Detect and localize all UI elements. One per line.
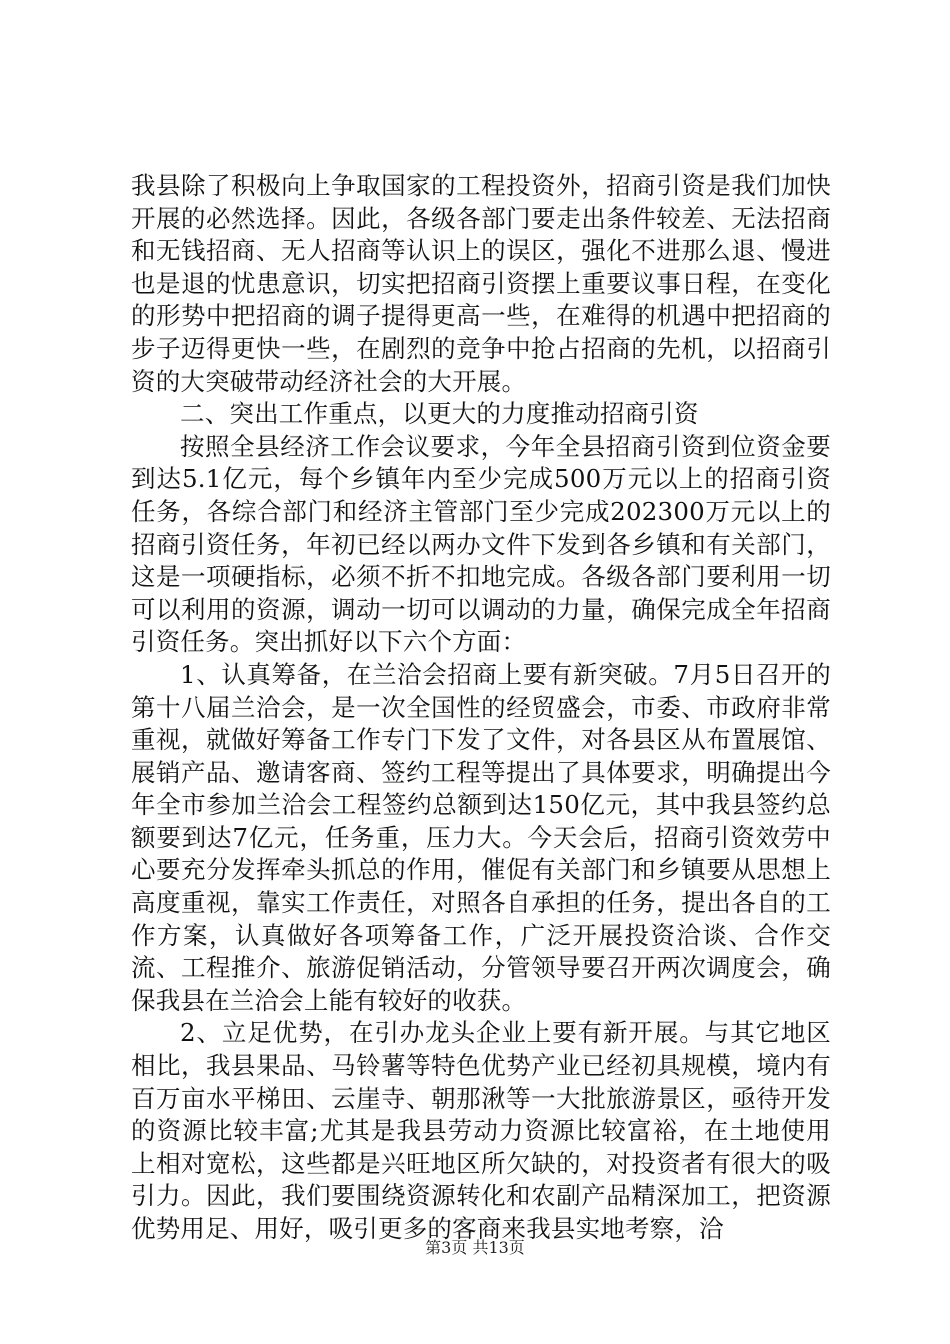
paragraph-targets: 按照全县经济工作会议要求，今年全县招商引资到位资金要到达5.1亿元，每个乡镇年内至少完成500万元以上的招商引资任务，各综合部门和经济主管部门至少完成202300万元以上的招商引资任务，年初已经以两办文件下发到各乡镇和有关部门，这是一项硬指标，必须不折不扣地完成。各级各部门要利用一切可以利用的资源，调动一切可以调动的力量，确保完成全年招商引资任务。突出抓好以下六个方面： (131, 431, 831, 657)
paragraph-intro: 我县除了积极向上争取国家的工程投资外，招商引资是我们加快开展的必然选择。因此，各级各部门要走出条件较差、无法招商和无钱招商、无人招商等认识上的误区，强化不进那么退、慢进也是退的忧患意识，切实把招商引资摆上重要议事日程，在变化的形势中把招商的调子提得更高一些，在难得的机遇中把招商的步子迈得更快一些，在剧烈的竞争中抢占招商的先机，以招商引资的大突破带动经济社会的大开展。 (131, 171, 831, 396)
paragraph-item-2: 2、立足优势，在引办龙头企业上要有新开展。与其它地区相比，我县果品、马铃薯等特色优势产业已经初具规模，境内有百万亩水平梯田、云崖寺、朝那湫等一大批旅游景区，亟待开发的资源比较丰富;尤其是我县劳动力资源比较富裕，在土地使用上相对宽松，这些都是兴旺地区所欠缺的，对投资者有很大的吸引力。因此，我们要围绕资源转化和农副产品精深加工，把资源优势用足、用好，吸引更多的客商来我县实地考察，洽 (131, 1018, 831, 1243)
paragraph-item-1: 1、认真筹备，在兰洽会招商上要有新突破。7月5日召开的第十八届兰洽会，是一次全国性的经贸盛会，市委、市政府非常重视，就做好筹备工作专门下发了文件，对各县区从布置展馆、展销产品、邀请客商、签约工程等提出了具体要求，明确提出今年全市参加兰洽会工程签约总额到达150亿元，其中我县签约总额要到达7亿元，任务重，压力大。今天会后，招商引资效劳中心要充分发挥牵头抓总的作用，催促有关部门和乡镇要从思想上高度重视，靠实工作责任，对照各自承担的任务，提出各自的工作方案，认真做好各项筹备工作，广泛开展投资洽谈、合作交流、工程推介、旅游促销活动，分管领导要召开两次调度会，确保我县在兰洽会上能有较好的收获。 (131, 659, 831, 1015)
document-body (131, 170, 831, 1246)
page-footer: 第3页 共13页 (425, 1238, 525, 1257)
section-heading: 二、突出工作重点，以更大的力度推动招商引资 (180, 399, 699, 429)
